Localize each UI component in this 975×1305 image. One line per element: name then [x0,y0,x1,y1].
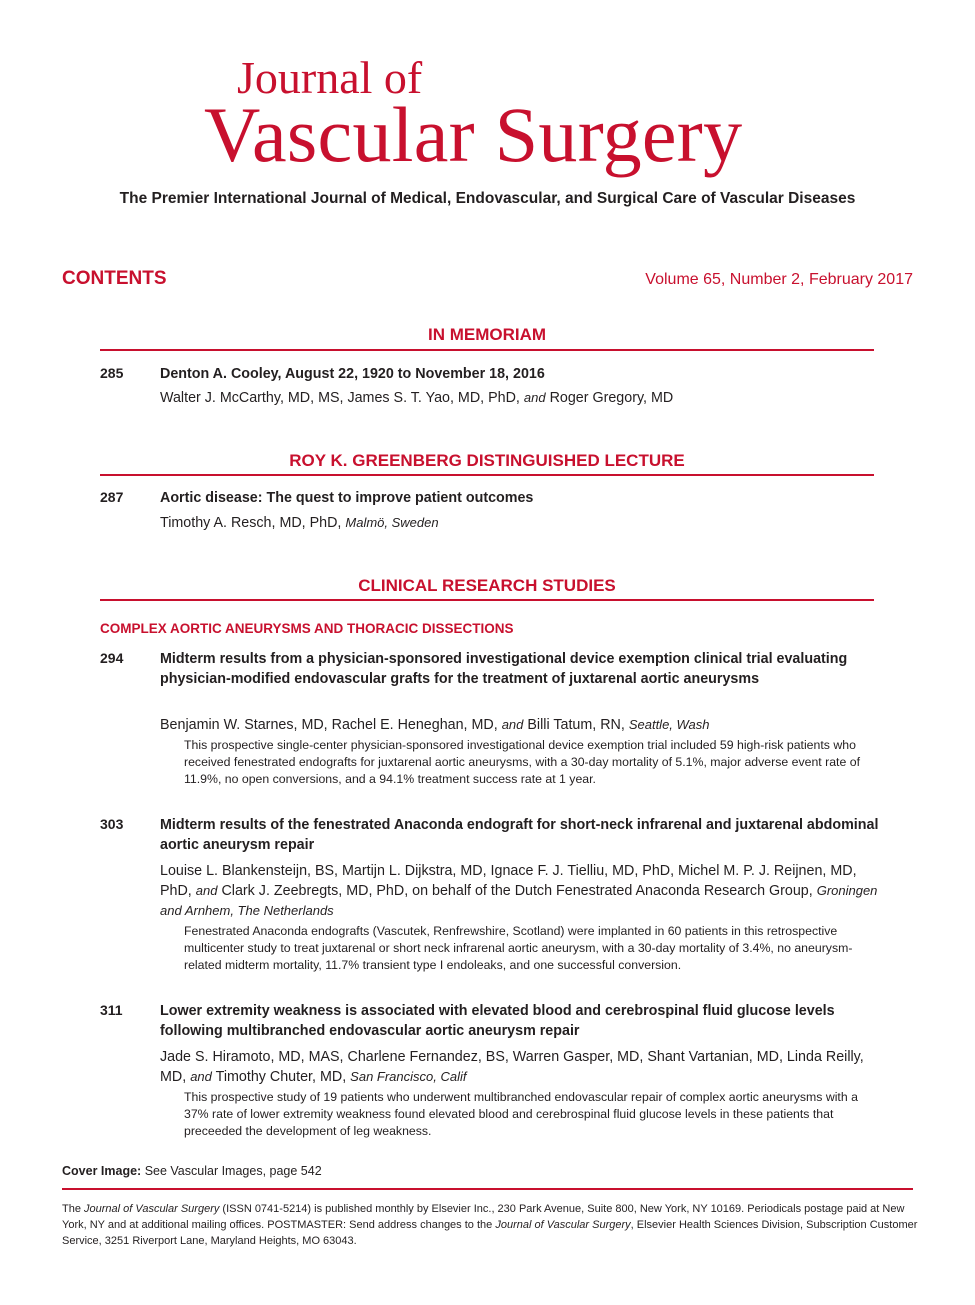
article-page-number: 294 [100,650,124,666]
notice-text: (ISSN 0741-5214) is published monthly by Elsevier Inc., 230 Park Avenue, Suite 800, New York, NY 10169. Periodicals postage paid at New York, NY and at additional mailing offices. POSTMASTER: Send address changes to the [62,1203,905,1231]
article-authors [160,513,880,533]
article-authors [160,1047,880,1087]
authors-and: and [190,1069,212,1084]
journal-title-line1: Journal of [237,52,423,103]
authors-and: and [195,883,218,898]
article-title[interactable]: Midterm results of the fenestrated Anaconda endograft for short-neck infrarenal and juxtarenal abdominal aortic aneurysm repair [160,817,879,853]
authors-last: Timothy Chuter, MD, [215,1069,347,1085]
authors-text: Walter J. McCarthy, MD, MS, James S. T. Yao, MD, PhD, [160,390,520,406]
author-location: Malmö, Sweden [345,515,439,530]
notice-journal-name: Journal of Vascular Surgery [84,1203,220,1215]
article-authors [160,715,880,735]
article-title[interactable]: Denton A. Cooley, August 22, 1920 to November 18, 2016 [160,366,545,382]
section-heading-in-memoriam: IN MEMORIAM [427,325,547,344]
authors-last: Roger Gregory, MD [549,390,674,406]
cover-image-note [62,1164,322,1178]
subsection-heading: COMPLEX AORTIC ANEURYSMS AND THORACIC DISSECTIONS [100,621,514,636]
notice-journal-name: Journal of Vascular Surgery [495,1219,631,1231]
section-rule [100,599,874,601]
journal-tagline: The Premier International Journal of Medical, Endovascular, and Surgical Care of Vascular Diseases [119,190,856,207]
author-location: San Francisco, Calif [350,1069,467,1084]
article-title[interactable]: Aortic disease: The quest to improve patient outcomes [160,490,534,506]
authors-last: Clark J. Zeebregts, MD, PhD, on behalf of the Dutch Fenestrated Anaconda Research Group, [221,883,813,899]
article-page-number: 285 [100,365,124,381]
notice-text: , Elsevier Health Sciences Division, Subscription Customer Service, 3251 Riverport Lane, Maryland Heights, MO 63043. [62,1219,918,1247]
article-page-number: 311 [100,1002,123,1018]
footer-rule [62,1188,913,1190]
cover-image-text: See Vascular Images, page 542 [144,1164,322,1178]
issue-info: Volume 65, Number 2, February 2017 [645,271,913,288]
author-location: Seattle, Wash [628,717,710,732]
section-heading-distinguished-lecture: ROY K. GREENBERG DISTINGUISHED LECTURE [289,451,685,470]
authors-text: Timothy A. Resch, MD, PhD, [160,515,342,531]
article-abstract: This prospective single-center physician-sponsored investigational device exemption trial included 59 high-risk patients who received fenestrated endografts for juxtarenal aortic aneurysms, with a 30-day mortality of 5.1%, major adverse event rate of 11.9%, no open conversions, and a 94.1% treatment success rate at 1 year. [184,738,860,786]
authors-text: Benjamin W. Starnes, MD, Rachel E. Heneghan, MD, [160,717,498,733]
cover-image-label: Cover Image: [62,1164,142,1178]
authors-text: Jade S. Hiramoto, MD, MAS, Charlene Fernandez, BS, Warren Gasper, MD, Shant Vartanian, MD, Linda Reilly, MD, [160,1049,864,1085]
authors-text: Louise L. Blankensteijn, BS, Martijn L. Dijkstra, MD, Ignace F. J. Tielliu, MD, PhD, Michel M. P. J. Reijnen, MD, PhD, [160,863,857,899]
section-rule [100,349,874,351]
notice-text: The [62,1203,81,1215]
section-rule [100,474,874,476]
authors-last: Billi Tatum, RN, [527,717,625,733]
author-location: Groningen and Arnhem, The Netherlands [160,883,878,918]
article-authors [160,388,880,408]
publication-notice [62,1201,922,1249]
article-page-number: 287 [100,489,124,505]
article-authors [160,861,880,921]
authors-and: and [501,717,524,732]
journal-title-line2: Vascular Surgery [204,91,743,178]
section-heading-clinical-research: CLINICAL RESEARCH STUDIES [358,576,616,595]
article-abstract: This prospective study of 19 patients who underwent multibranched endovascular repair of complex aortic aneurysms with a 37% rate of lower extremity weakness found elevated blood and cerebrospinal fluid glucose levels in these patients that preceeded the development of leg weakness. [184,1090,858,1138]
article-title[interactable]: Lower extremity weakness is associated with elevated blood and cerebrospinal fluid glucose levels following multibranched endovascular aortic aneurysm repair [160,1003,835,1039]
article-abstract: Fenestrated Anaconda endografts (Vascutek, Renfrewshire, Scotland) were implanted in 60 patients in this retrospective multicenter study to treat juxtarenal or short neck infrarenal aortic aneurysm, with a 30-day mortality of 3.4%, no aneurysm-related midterm mortality, 11.7% transient type I endoleaks, and one successful conversion. [184,924,853,972]
contents-heading: CONTENTS [62,268,167,289]
article-page-number: 303 [100,816,124,832]
article-title[interactable]: Midterm results from a physician-sponsored investigational device exemption clinical trial evaluating physician-modified endovascular grafts for the treatment of juxtarenal aortic aneurysms [160,651,848,687]
authors-and: and [523,390,546,405]
